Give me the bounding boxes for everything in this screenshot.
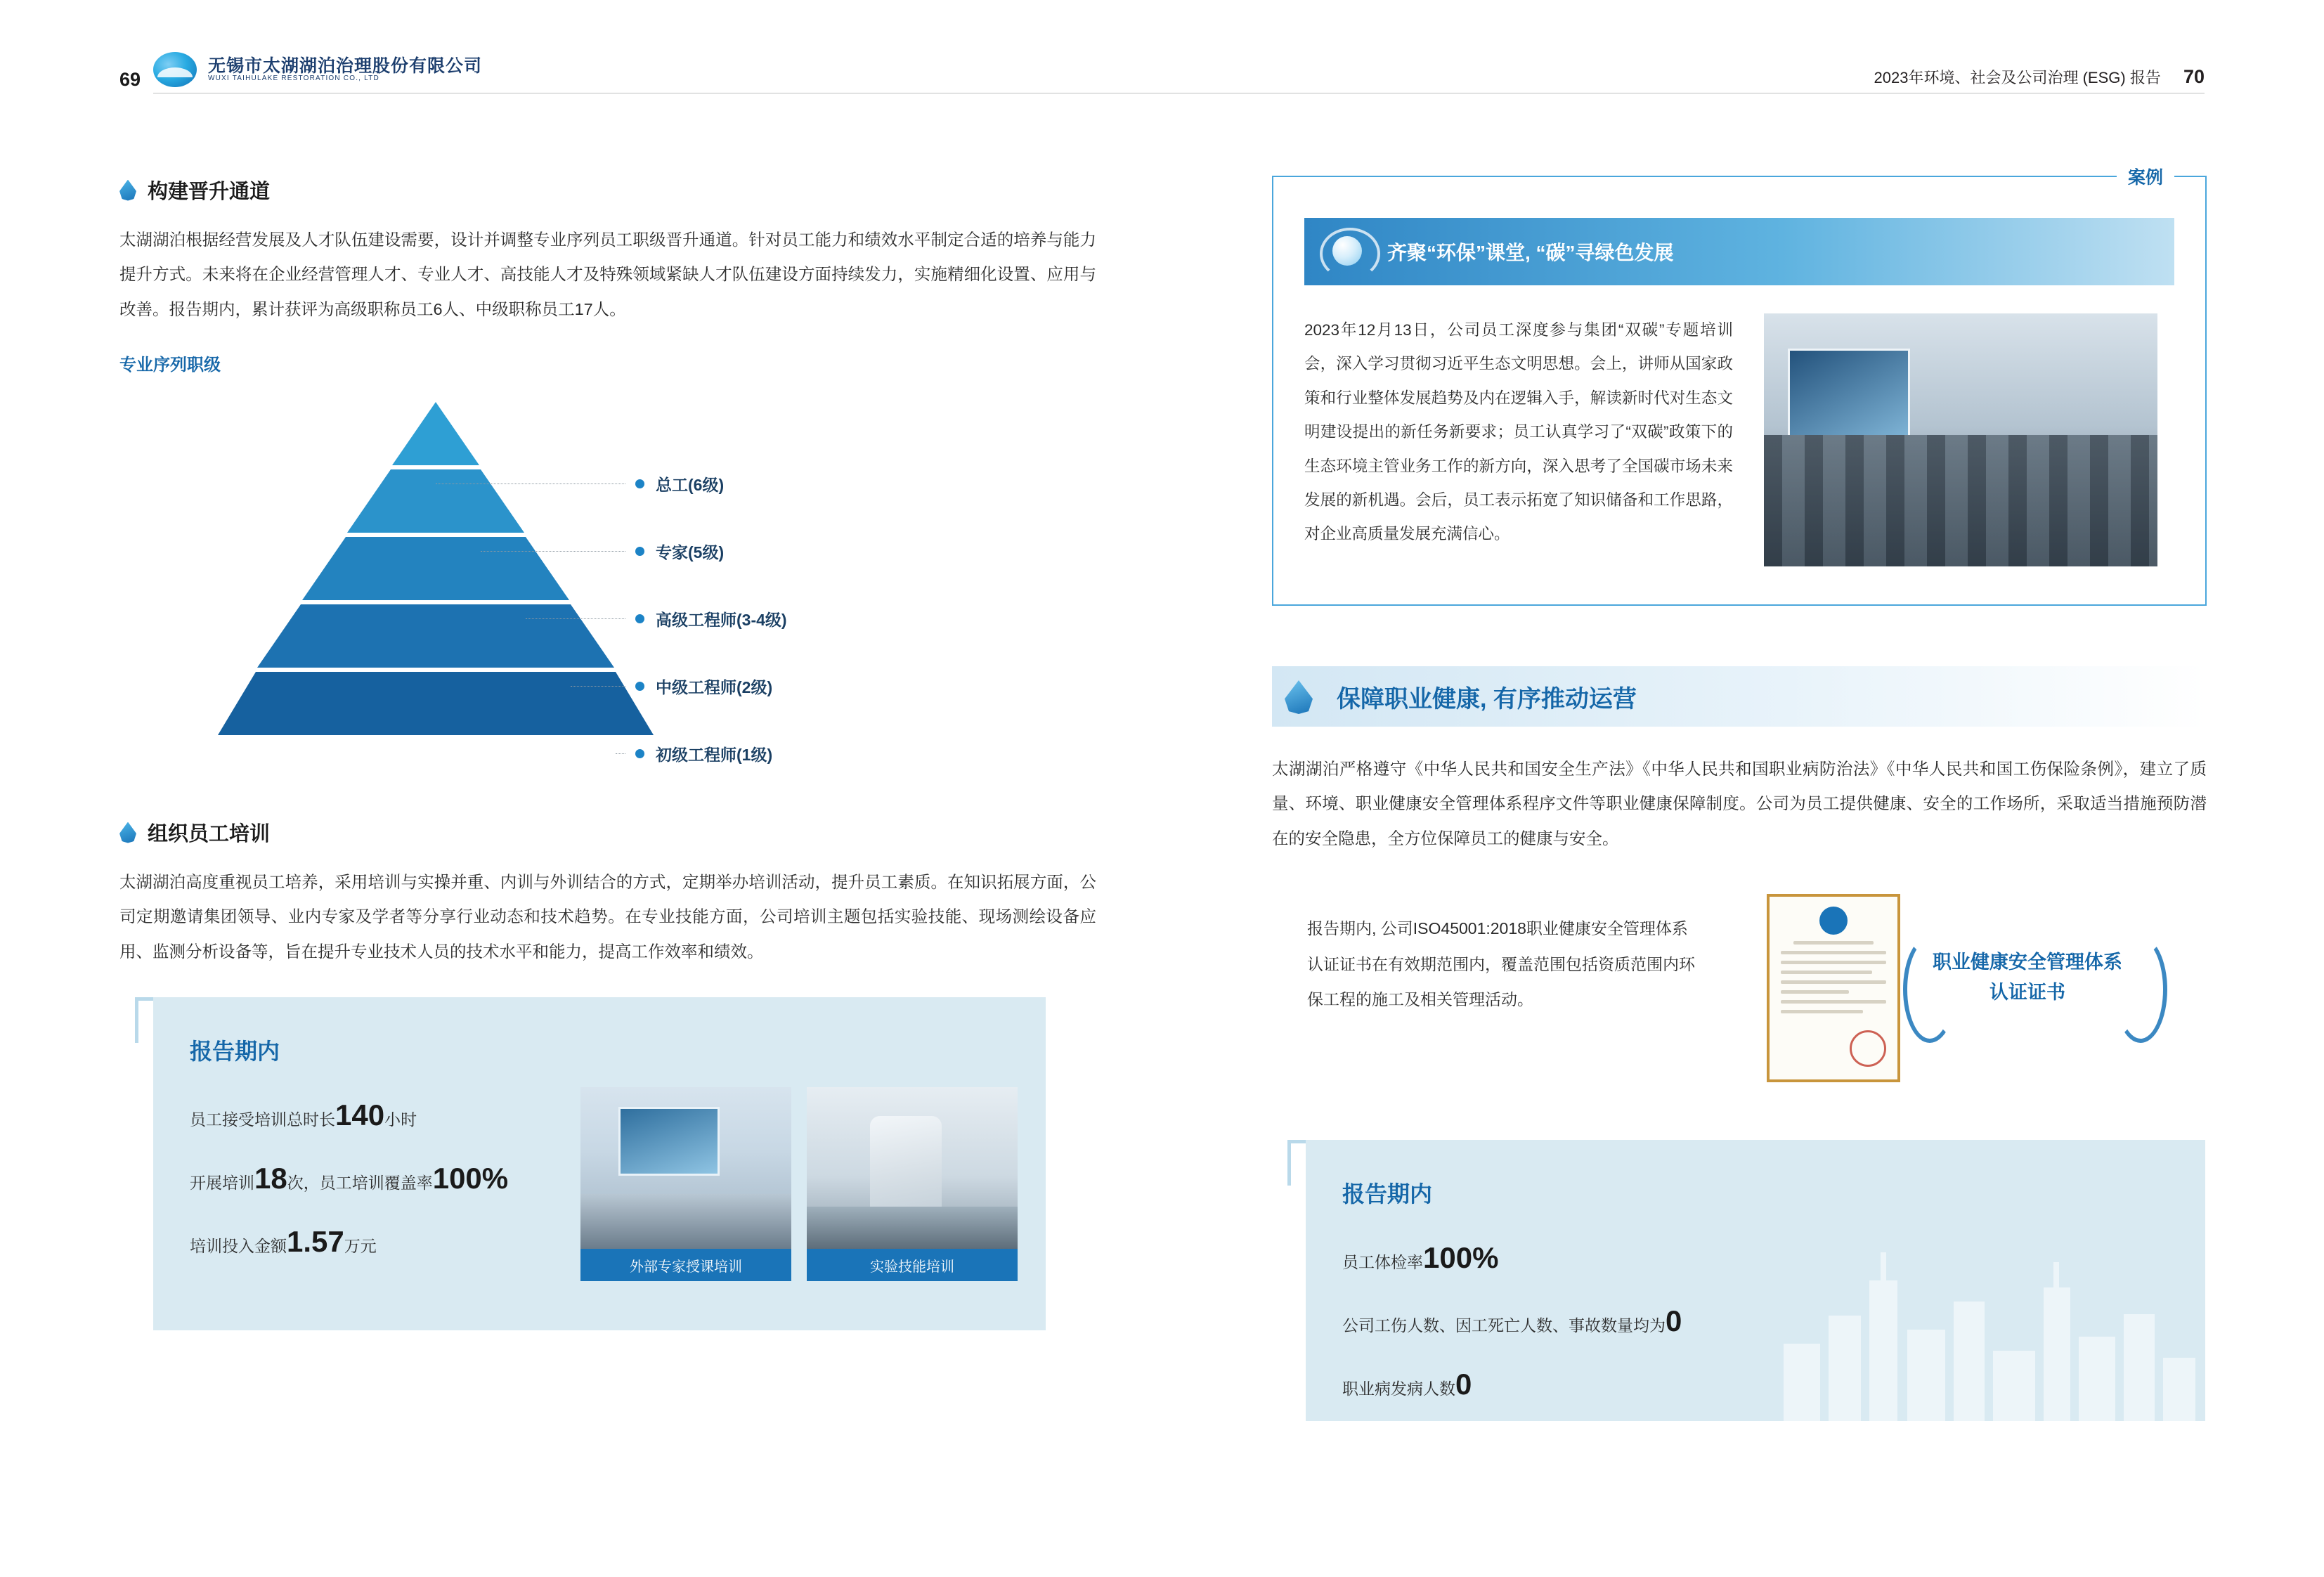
stat-number: 1.57 [287,1225,344,1259]
card-title: 报告期内 [190,1039,280,1065]
pyramid-level-1 [616,742,772,765]
water-splash-icon [1317,223,1377,280]
training-photo-2 [807,1087,1018,1281]
stat-number: 18 [254,1162,287,1195]
page-header [119,49,2205,98]
water-drop-icon [119,822,136,843]
stat-prefix: 公司工伤人数、因工死亡人数、事故数量均为 [1342,1316,1666,1335]
section-title: 保障职业健康, 有序推动运营 [1337,685,1637,713]
case-photo [1764,313,2157,566]
stat-prefix: 职业病发病人数 [1342,1380,1455,1398]
certificate-row [1272,887,2207,1091]
case-tag-label: 案例 [2117,164,2174,189]
stat-training-hours [190,1098,569,1132]
stat-middle: 次，员工培训覆盖率 [287,1174,433,1193]
stat-training-sessions [190,1162,569,1195]
pyramid-level-6 [436,472,724,495]
section-banner-occupational-health [1272,666,2207,727]
stat-prefix: 员工接受培训总时长 [190,1110,335,1129]
card-title: 报告期内 [1342,1181,1433,1207]
pyramid-level-label: 高级工程师(3-4级) [656,611,787,630]
level-bullet-icon [635,614,644,623]
level-bullet-icon [635,547,644,556]
case-title: 齐聚“环保”课堂, “碳”寻绿色发展 [1387,242,1674,264]
certificate-description: 报告期内, 公司ISO45001:2018职业健康安全管理体系认证证书在有效期范围内，覆盖范围包括资质范围内环保工程的施工及相关管理活动。 [1307,919,1695,1009]
pyramid-level-label: 总工(6级) [656,476,725,495]
photo-image [807,1087,1018,1249]
photo-caption: 实验技能培训 [807,1249,1018,1281]
skyline-decoration-icon [1770,1238,2205,1421]
stat-number: 0 [1455,1368,1472,1401]
certificate-thumbnail [1767,894,1900,1082]
page-number-left: 69 [119,69,141,90]
level-bullet-icon [635,682,644,691]
case-body-text: 2023年12月13日，公司员工深度参与集团“双碳”专题培训会，深入学习贯彻习近平生态文明思想。会上，讲师从国家政策和行业整体发展趋势及内在逻辑入手，解读新时代对生态文明建设提出的新任务新要求；员工认真学习了“双碳”政策下的生态环境主管业务工作的新方向，深入思考了全国碳市场未来发展的新机遇。会后，员工表示拓宽了知识储备和工作思路，对企业高质量发展充满信心。 [1304,321,1733,543]
pyramid-level-labels [119,382,1096,776]
training-stat-list [190,1098,569,1259]
logo-company-name-en: WUXI TAIHULAKE RESTORATION CO., LTD [208,74,379,82]
logo-company-name-cn: 无锡市太湖湖泊治理股份有限公司 [208,56,483,76]
pyramid-chart-title: 专业序列职级 [119,356,221,375]
professional-rank-pyramid [119,382,1096,776]
paragraph-promotion-channel: 太湖湖泊根据经营发展及人才队伍建设需要，设计并调整专业序列员工职级晋升通道。针对员工能力和绩效水平制定合适的培养与能力提升方式。未来将在企业经营管理人才、专业人才、高技能人才及特殊领域紧缺人才队伍建设方面持续发力，实施精细化设置、应用与改善。报告期内，累计获评为高级职称员工6人、中级职称员工17人。 [119,231,1096,318]
pyramid-level-3-4 [526,607,787,630]
right-column [1272,168,2207,1421]
page-number-right: 70 [2183,66,2205,87]
training-photo-gallery [580,1087,1018,1281]
stat-prefix: 开展培训 [190,1174,254,1193]
header-doc-info [1874,66,2205,88]
pyramid-level-2 [571,675,772,698]
heading-text: 构建晋升通道 [148,181,271,203]
stat-number: 100% [1423,1241,1499,1275]
stat-number: 0 [1666,1304,1682,1338]
level-bullet-icon [635,479,644,488]
stat-prefix: 员工体检率 [1342,1253,1423,1272]
training-stats-card [119,997,1047,1330]
certificate-artwork [1743,887,2179,1091]
water-drop-icon [119,180,136,201]
document-title: 2023年环境、社会及公司治理 (ESG) 报告 [1874,69,2161,86]
stat-training-investment [190,1225,569,1259]
heading-organize-training [119,818,1096,847]
pyramid-level-label: 初级工程师(1级) [656,746,773,765]
paragraph-employee-training: 太湖湖泊高度重视员工培养，采用培训与实操并重、内训与外训结合的方式，定期举办培训活动，提升员工素质。在知识拓展方面，公司定期邀请集团领导、业内专家及学者等分享行业动态和技术趋势。在专业技能方面，公司培训主题包括实验技能、现场测绘设备应用、监测分析设备等，旨在提升专业技术人员的技术水平和能力，提高工作效率和绩效。 [119,873,1096,961]
level-bullet-icon [635,749,644,758]
stat-number: 140 [335,1098,385,1132]
training-photo-1 [580,1087,791,1281]
heading-text: 组织员工培训 [148,823,271,846]
pyramid-level-label: 专家(5级) [656,543,725,562]
health-stats-card [1272,1140,2207,1421]
case-study-box [1272,168,2207,606]
pyramid-level-label: 中级工程师(2级) [656,678,773,697]
pyramid-level-5 [481,540,724,563]
photo-caption: 外部专家授课培训 [580,1249,791,1281]
paragraph-occupational-health: 太湖湖泊严格遵守《中华人民共和国安全生产法》《中华人民共和国职业病防治法》《中华人民共和国工伤保险条例》，建立了质量、环境、职业健康安全管理体系程序文件等职业健康保障制度。公司为员工提供健康、安全的工作场所，采取适当措施预防潜在的安全隐患，全方位保障员工的健康与安全。 [1272,760,2207,848]
water-drop-icon [1285,680,1313,714]
company-logo [153,49,482,90]
heading-build-promotion-channel [119,176,1096,205]
case-title-bar [1304,218,2174,285]
logo-wave-icon [153,49,200,90]
left-column [119,176,1096,1330]
stat-prefix: 培训投入金额 [190,1237,287,1256]
stat-suffix: 万元 [344,1237,377,1256]
stat-number-2: 100% [432,1162,509,1195]
stat-suffix: 小时 [384,1110,417,1129]
certificate-badge-label: 职业健康安全管理体系认证证书 [1933,952,2122,1004]
photo-image [580,1087,791,1249]
